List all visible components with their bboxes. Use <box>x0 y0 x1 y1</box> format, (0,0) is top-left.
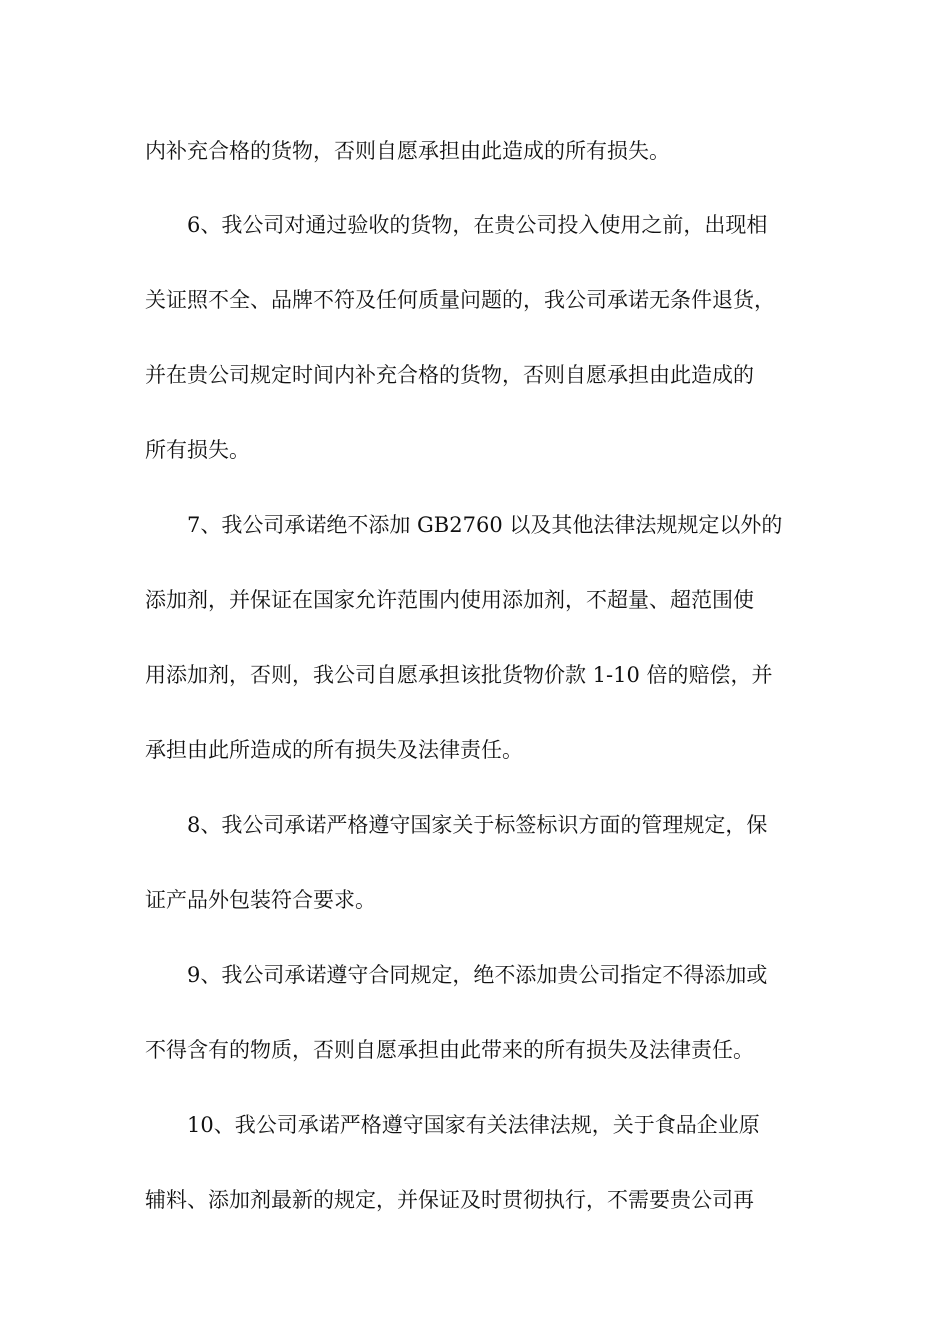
paragraph-9-line-2: 不得含有的物质，否则自愿承担由此带来的所有损失及法律责任。 <box>145 1038 754 1062</box>
paragraph-6-line-1: 6、我公司对通过验收的货物，在贵公司投入使用之前，出现相 <box>187 213 768 237</box>
paragraph-6-line-2: 关证照不全、品牌不符及任何质量问题的，我公司承诺无条件退货， <box>145 288 775 312</box>
paragraph-7-line-3: 用添加剂，否则，我公司自愿承担该批货物价款 1-10 倍的赔偿，并 <box>145 663 773 687</box>
paragraph-9-line-1: 9、我公司承诺遵守合同规定，绝不添加贵公司指定不得添加或 <box>187 963 768 987</box>
paragraph-5-line-end: 内补充合格的货物，否则自愿承担由此造成的所有损失。 <box>145 139 670 163</box>
paragraph-7-line-4: 承担由此所造成的所有损失及法律责任。 <box>145 738 523 762</box>
paragraph-8-line-2: 证产品外包装符合要求。 <box>145 888 376 912</box>
paragraph-10-line-1: 10、我公司承诺严格遵守国家有关法律法规，关于食品企业原 <box>187 1113 760 1137</box>
paragraph-8-line-1: 8、我公司承诺严格遵守国家关于标签标识方面的管理规定，保 <box>187 813 768 837</box>
paragraph-6-line-4: 所有损失。 <box>145 438 250 462</box>
paragraph-10-line-2: 辅料、添加剂最新的规定，并保证及时贯彻执行，不需要贵公司再 <box>145 1188 754 1212</box>
paragraph-7-line-2: 添加剂，并保证在国家允许范围内使用添加剂，不超量、超范围使 <box>145 588 754 612</box>
paragraph-7-line-1: 7、我公司承诺绝不添加 GB2760 以及其他法律法规规定以外的 <box>187 513 783 537</box>
paragraph-6-line-3: 并在贵公司规定时间内补充合格的货物，否则自愿承担由此造成的 <box>145 363 754 387</box>
